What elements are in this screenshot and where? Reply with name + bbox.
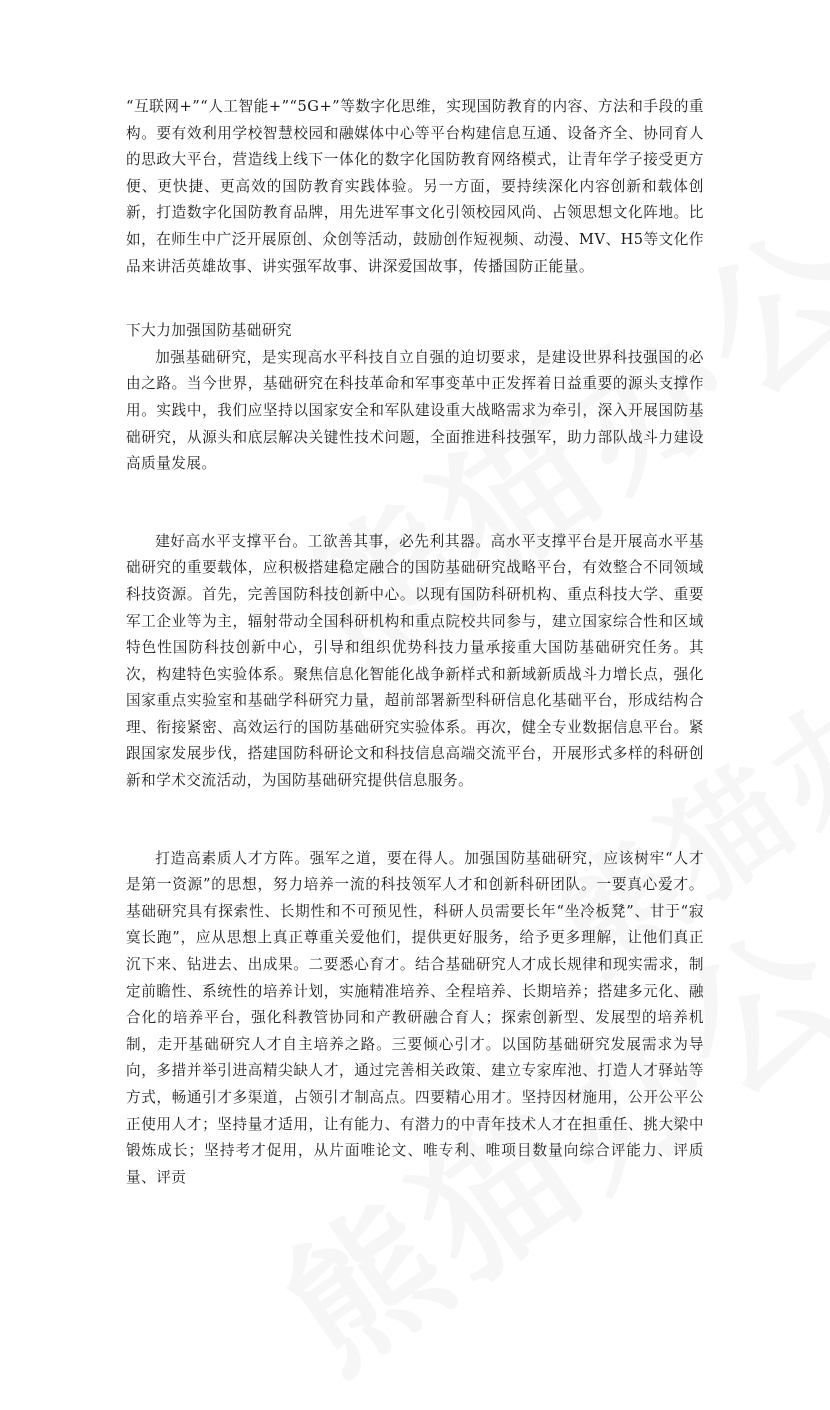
paragraph-support-platform: 建好高水平支撑平台。工欲善其事，必先利其器。高水平支撑平台是开展高水平基础研究的重要载体，应积极搭建稳定融合的国防基础研究战略平台，有效整合不同领域科技资源。首先，完善国防科技创新中心。以现有国防科研机构、重点科技大学、重要军工企业等为主，辐射带动全国科研机构和重点院校共同参与，建立国家综合性和区域特色性国防科技创新中心，引导和组织优势科技力量承接重大国防基础研究任务。其次，构建特色实验体系。聚焦信息化智能化战争新样式和新域新质战斗力增长点，强化国家重点实验室和基础学科研究力量，超前部署新型科研信息化基础平台，形成结构合理、衔接紧密、高效运行的国防基础研究实验体系。再次，健全专业数据信息平台。紧跟国家发展步伐，搭建国防科研论文和科技信息高端交流平台，开展形式多样的科研创新和学术交流活动，为国防基础研究提供信息服务。 bbox=[126, 532, 704, 790]
paragraph-talent-team: 打造高素质人才方阵。强军之道，要在得人。加强国防基础研究，应该树牢“人才是第一资源”的思想，努力培养一流的科技领军人才和创新科研团队。一要真心爱才。基础研究具有探索性、长期性和不可预见性，科研人员需要长年“坐冷板凳”、甘于“寂寞长跑”，应从思想上真正尊重关爱他们，提供更好服务，给予更多理解，让他们真正沉下来、钻进去、出成果。二要悉心育才。结合基础研究人才成长规律和现实需求，制定前瞻性、系统性的培养计划，实施精准培养、全程培养、长期培养；搭建多元化、融合化的培养平台，强化科教管协同和产教研融合育人；探索创新型、发展型的培养机制，走开基础研究人才自主培养之路。三要倾心引才。以国防基础研究发展需求为导向，多措并举引进高精尖缺人才，通过完善相关政策、建立专家库池、打造人才驿站等方式，畅通引才多渠道，占领引才制高点。四要精心用才。坚持因材施用，公开公平公正使用人才；坚持量才适用，让有能力、有潜力的中青年技术人才在担重任、挑大梁中锻炼成长；坚持考才促用，从片面唯论文、唯专利、唯项目数量向综合评能力、评质量、评贡 bbox=[126, 849, 704, 1186]
section-heading: 下大力加强国防基础研究 bbox=[126, 322, 293, 340]
paragraph-digital-education: “互联网+”“人工智能+”“5G+”等数字化思维，实现国防教育的内容、方法和手段的重构。要有效利用学校智慧校园和融媒体中心等平台构建信息互通、设备齐全、协同育人的思政大平台，营造线上线下一体化的数字化国防教育网络模式，让青年学子接受更方便、更快捷、更高效的国防教育实践体验。另一方面，要持续深化内容创新和载体创新，打造数字化国防教育品牌，用先进军事文化引领校园风尚、占领思想文化阵地。比如，在师生中广泛开展原创、众创等活动，鼓励创作短视频、动漫、MV、H5等文化作品来讲活英雄故事、讲实强军故事、讲深爱国故事，传播国防正能量。 bbox=[126, 98, 704, 275]
paragraph-basic-research: 加强基础研究，是实现高水平科技自立自强的迫切要求，是建设世界科技强国的必由之路。当今世界，基础研究在科技革命和军事变革中正发挥着日益重要的源头支撑作用。实践中，我们应坚持以国家安全和军队建设重大战略需求为牵引，深入开展国防基础研究，从源头和底层解决关键性技术问题，全面推进科技强军，助力部队战斗力建设高质量发展。 bbox=[126, 348, 704, 473]
document-page bbox=[126, 94, 704, 1191]
